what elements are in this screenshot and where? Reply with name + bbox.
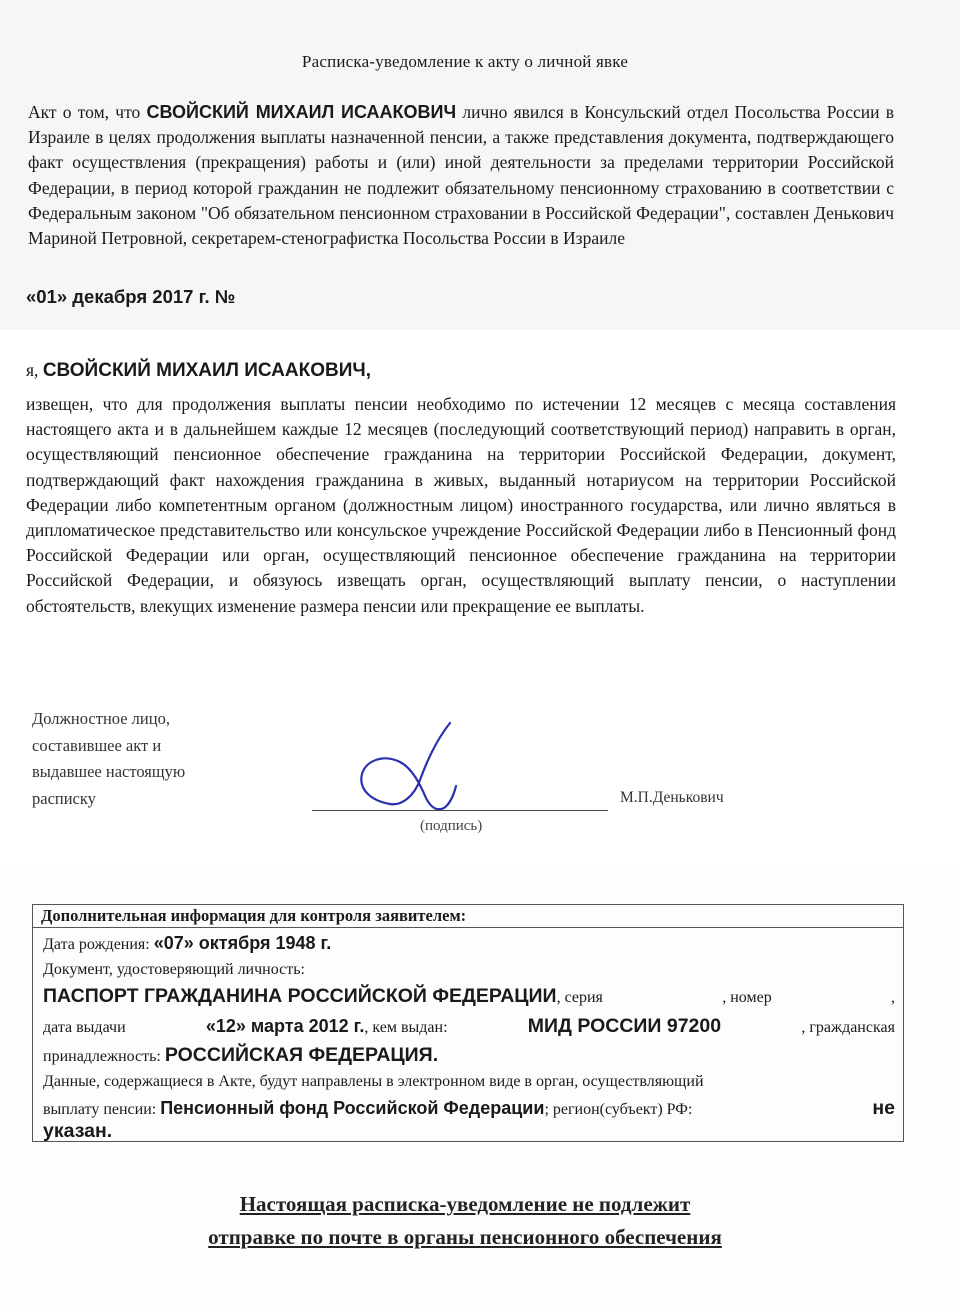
- trailing-comma: ,: [891, 989, 895, 1006]
- document-title: Расписка-уведомление к акту о личной явке: [301, 52, 629, 71]
- issue-date-label: дата выдачи: [43, 1019, 126, 1036]
- act-person-name: СВОЙСКИЙ МИХАИЛ ИСААКОВИЧ: [146, 102, 457, 122]
- act-paragraph: [28, 100, 894, 251]
- notice-person-name: СВОЙСКИЙ МИХАИЛ ИСААКОВИЧ,: [42, 360, 371, 381]
- notice-pronoun: я,: [26, 360, 39, 380]
- region-value-part-1: не: [872, 1097, 895, 1119]
- signature-caption: (подпись): [420, 818, 483, 834]
- notice-header: [26, 360, 371, 382]
- act-body: лично явился в Консульский отдел Посольства России в Израиле в целях продолжения выплаты назначенной пенсии, а также представления документа, подтверждающего факт осуществления (прекращения) работы и (или) иной деятельности за пределами территории Российской Федерации, в период которой гражданин не подлежит обязательному пенсионному страхованию в соответствии с Федеральным законом "Об обязательном пенсионном страховании в Российской Федерации", составлен Денькович Мариной Петровной, секретарем-стенографистка Посольства России в Израиле: [28, 102, 894, 249]
- region-line-2: [43, 1120, 112, 1143]
- data-notice-text-1: Данные, содержащиеся в Акте, будут направлены в электронном виде в орган, осуществляющий: [43, 1073, 704, 1090]
- issue-line: [43, 1015, 895, 1038]
- info-box-title: Дополнительная информация для контроля заявителем:: [33, 905, 903, 928]
- passport-value: ПАСПОРТ ГРАЖДАНИНА РОССИЙСКОЙ ФЕДЕРАЦИИ: [43, 985, 557, 1007]
- series-label: , серия: [556, 989, 603, 1006]
- act-date: «01» декабря 2017 г. №: [26, 286, 236, 307]
- act-prefix: Акт о том, что: [28, 102, 141, 122]
- issued-by-label: , кем выдан:: [364, 1019, 448, 1036]
- data-notice-line-1: [43, 1073, 704, 1091]
- handwritten-signature: [350, 718, 470, 818]
- issue-date-value: «12» марта 2012 г.: [205, 1016, 365, 1036]
- official-line-4: расписку: [32, 788, 96, 808]
- citizenship-label-2: принадлежность:: [43, 1048, 161, 1065]
- citizenship-value: РОССИЙСКАЯ ФЕДЕРАЦИЯ: [164, 1044, 433, 1066]
- citizenship-line: [43, 1044, 438, 1067]
- passport-line: [43, 985, 895, 1008]
- signature-line: [312, 810, 608, 811]
- signer-name: М.П.Денькович: [620, 789, 724, 806]
- birth-date-line: [43, 933, 331, 954]
- official-line-2: составившее акт и: [32, 735, 162, 755]
- notice-paragraph: извещен, что для продолжения выплаты пенсии необходимо по истечении 12 месяцев с месяца составления настоящего акта и в дальнейшем каждые 12 месяцев (последующий соответствующий период) направить в орган, осуществляющий пенсионное обеспечение гражданина на территории Российской Федерации, документ, подтверждающий факт нахождения гражданина в живых, выданный нотариусом на территории Российской Федерации либо компетентным органом (должностным лицом) иностранного государства, или лично являться в дипломатическое представительство или консульское учреждение Российской Федерации либо в Пенсионный фонд Российской Федерации или орган, осуществляющий пенсионное обеспечение гражданина на территории Российской Федерации, и обязуюсь извещать орган, осуществляющий выплату пенсии, о наступлении обстоятельств, влекущих изменение размера пенсии или прекращение ее выплаты.: [26, 394, 896, 616]
- issued-by-value: МИД РОССИИ 97200: [527, 1015, 722, 1037]
- official-line-3: выдавшее настоящую: [32, 762, 186, 781]
- id-document-label-line: [43, 961, 305, 979]
- footer-line-2: отправке по почте в органы пенсионного обеспечения: [208, 1225, 722, 1249]
- official-block: [32, 706, 185, 812]
- region-label: ; регион(субъект) РФ:: [544, 1101, 693, 1118]
- birth-date-value: «07» октября 1948 г.: [153, 933, 332, 953]
- data-notice-text-2: выплату пенсии:: [43, 1101, 157, 1118]
- region-period: .: [106, 1120, 113, 1142]
- region-value-part-2: указан: [43, 1120, 107, 1142]
- pension-fund-value: Пенсионный фонд Российской Федерации: [160, 1098, 545, 1118]
- citizenship-period: .: [432, 1044, 439, 1066]
- citizenship-label: , гражданская: [801, 1019, 895, 1036]
- birth-date-label: Дата рождения:: [43, 936, 150, 953]
- control-info-box: [32, 904, 904, 1142]
- data-notice-line-2: [43, 1097, 895, 1120]
- id-document-label: Документ, удостоверяющий личность:: [43, 961, 305, 978]
- footer-line-1: Настоящая расписка-уведомление не подлежит: [239, 1192, 691, 1216]
- number-label: , номер: [722, 989, 772, 1006]
- official-line-1: Должностное лицо,: [32, 709, 170, 728]
